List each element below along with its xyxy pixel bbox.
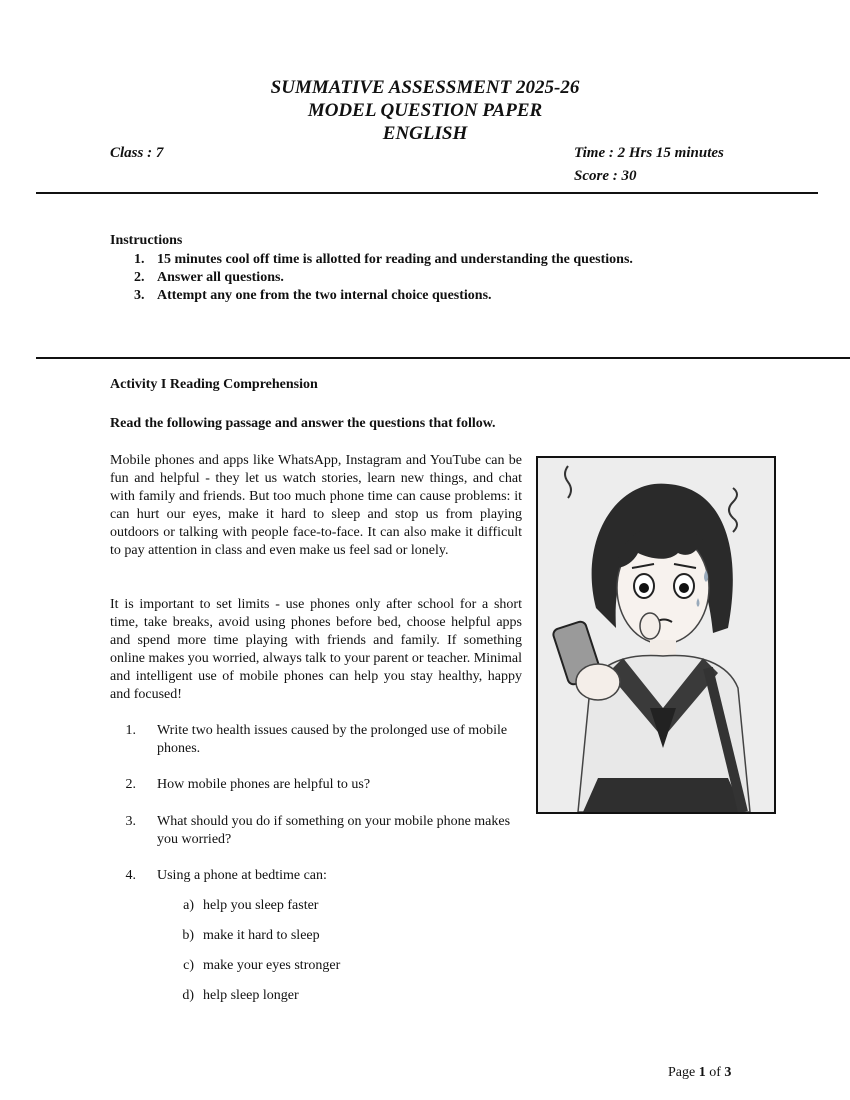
instruction-item: 1. 15 minutes cool off time is allotted for reading and understanding the questions.: [134, 252, 633, 267]
question-item: 4. Using a phone at bedtime can:: [125, 868, 327, 883]
page-number: Page 1 of 3: [668, 1065, 732, 1080]
illustration-girl-with-phone: [536, 456, 776, 814]
instruction-item: 3. Attempt any one from the two internal choice questions.: [134, 288, 492, 303]
question-item: 2. How mobile phones are helpful to us?: [125, 777, 371, 792]
question-item: 1. Write two health issues caused by the prolonged use of mobile phones.: [125, 723, 508, 756]
question-item: 3. What should you do if something on your mobile phone makes you worried?: [125, 814, 511, 847]
title-line-3: ENGLISH: [382, 123, 468, 144]
option-c: c) make your eyes stronger: [183, 958, 341, 973]
section-divider: [36, 357, 850, 359]
score-label: Score : 30: [574, 168, 637, 184]
option-a: a) help you sleep faster: [183, 898, 319, 913]
option-b: b) make it hard to sleep: [182, 928, 320, 943]
title-line-1: SUMMATIVE ASSESSMENT 2025-26: [270, 77, 580, 98]
header-divider: [36, 192, 818, 194]
title-line-2: MODEL QUESTION PAPER: [307, 100, 543, 121]
girl-with-phone-drawing: [538, 458, 774, 812]
passage-paragraph-1: Mobile phones and apps like WhatsApp, Instagram and YouTube can be fun and helpful - they let us watch stories, learn new things, and chat with family and friends. But too much phone time can cause problems: it can hurt our eyes, make it hard to sleep and stop us from playing outdoors or talking with people face-to-face. It can also make it difficult to pay attention in class and even make us feel sad or lonely.: [110, 453, 522, 558]
class-label: Class : 7: [110, 145, 164, 161]
instructions-list: [110, 251, 790, 305]
instruction-item: 2. Answer all questions.: [134, 270, 284, 285]
passage-paragraph-2: It is important to set limits - use phones only after school for a short time, take breaks, avoid using phones before bed, choose helpful apps and spend more time playing with friends and family. If something online makes you worried, always talk to your parent or teacher. Minimal and intelligent use of mobile phones can help you stay healthy, happy and focused!: [110, 597, 522, 702]
time-label: Time : 2 Hrs 15 minutes: [574, 145, 724, 161]
activity-heading: Activity I Reading Comprehension: [110, 377, 318, 392]
activity-prompt: Read the following passage and answer the questions that follow.: [110, 416, 496, 431]
option-d: d) help sleep longer: [182, 988, 299, 1003]
instructions-heading: Instructions: [110, 233, 183, 248]
